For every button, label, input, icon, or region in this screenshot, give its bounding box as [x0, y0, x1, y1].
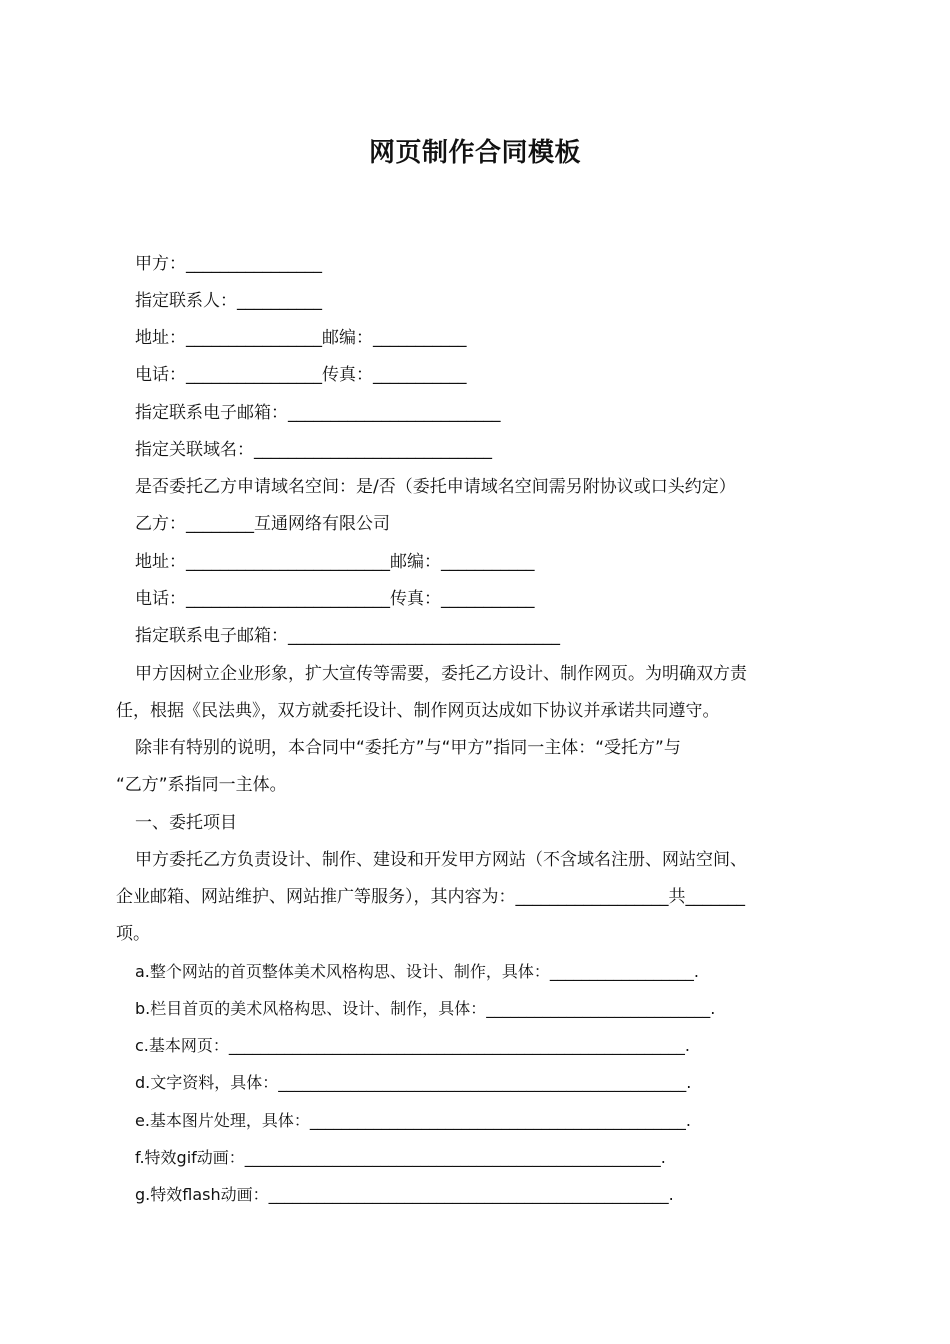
- party-a-phone-line: 电话：________________传真：___________: [135, 365, 467, 385]
- document-title: 网页制作合同模板: [368, 138, 581, 168]
- project-paragraph-line-1: 甲方委托乙方负责设计、制作、建设和开发甲方网站（不含域名注册、网站空间、: [135, 850, 747, 870]
- item-a-line: a.整个网站的首页整体美术风格构思、设计、制作，具体：__________________.: [135, 962, 699, 981]
- party-a-email-line: 指定联系电子邮箱：_________________________: [135, 403, 501, 423]
- party-a-line: 甲方：________________: [135, 254, 322, 274]
- party-a-address-line: 地址：________________邮编：___________: [135, 328, 467, 348]
- definition-paragraph-line-1: 除非有特别的说明，本合同中“委托方”与“甲方”指同一主体：“受托方”与: [135, 738, 681, 758]
- item-f-line: f.特效gif动画：____________________________________________________.: [135, 1148, 666, 1167]
- party-b-address-line: 地址：________________________邮编：___________: [135, 552, 535, 572]
- item-d-line: d.文字资料，具体：___________________________________________________.: [135, 1073, 692, 1092]
- section-heading: 一、委托项目: [135, 813, 237, 833]
- item-g-line: g.特效flash动画：__________________________________________________.: [135, 1185, 674, 1204]
- party-a-domain-line: 指定关联域名：____________________________: [135, 440, 492, 460]
- item-e-line: e.基本图片处理，具体：_______________________________________________.: [135, 1111, 692, 1130]
- purpose-paragraph-line-2: 任，根据《民法典》，双方就委托设计、制作网页达成如下协议并承诺共同遵守。: [116, 701, 720, 721]
- domain-service-line: 是否委托乙方申请域名空间：是/否（委托申请域名空间需另附协议或口头约定）: [135, 477, 736, 497]
- definition-paragraph-line-2: “乙方”系指同一主体。: [116, 775, 287, 795]
- item-c-line: c.基本网页：_________________________________________________________.: [135, 1036, 690, 1055]
- party-b-line: 乙方：________互通网络有限公司: [135, 514, 390, 534]
- party-b-phone-line: 电话：________________________传真：___________: [135, 589, 535, 609]
- party-a-contact-line: 指定联系人：__________: [135, 291, 322, 311]
- purpose-paragraph-line-1: 甲方因树立企业形象，扩大宣传等需要，委托乙方设计、制作网页。为明确双方责: [135, 664, 747, 684]
- item-b-line: b.栏目首页的美术风格构思、设计、制作，具体：____________________________.: [135, 999, 716, 1018]
- project-paragraph-line-3: 项。: [116, 924, 150, 944]
- party-b-email-line: 指定联系电子邮箱：________________________________: [135, 626, 560, 646]
- project-paragraph-line-2: 企业邮箱、网站维护、网站推广等服务），其内容为：__________________共_______: [116, 887, 745, 907]
